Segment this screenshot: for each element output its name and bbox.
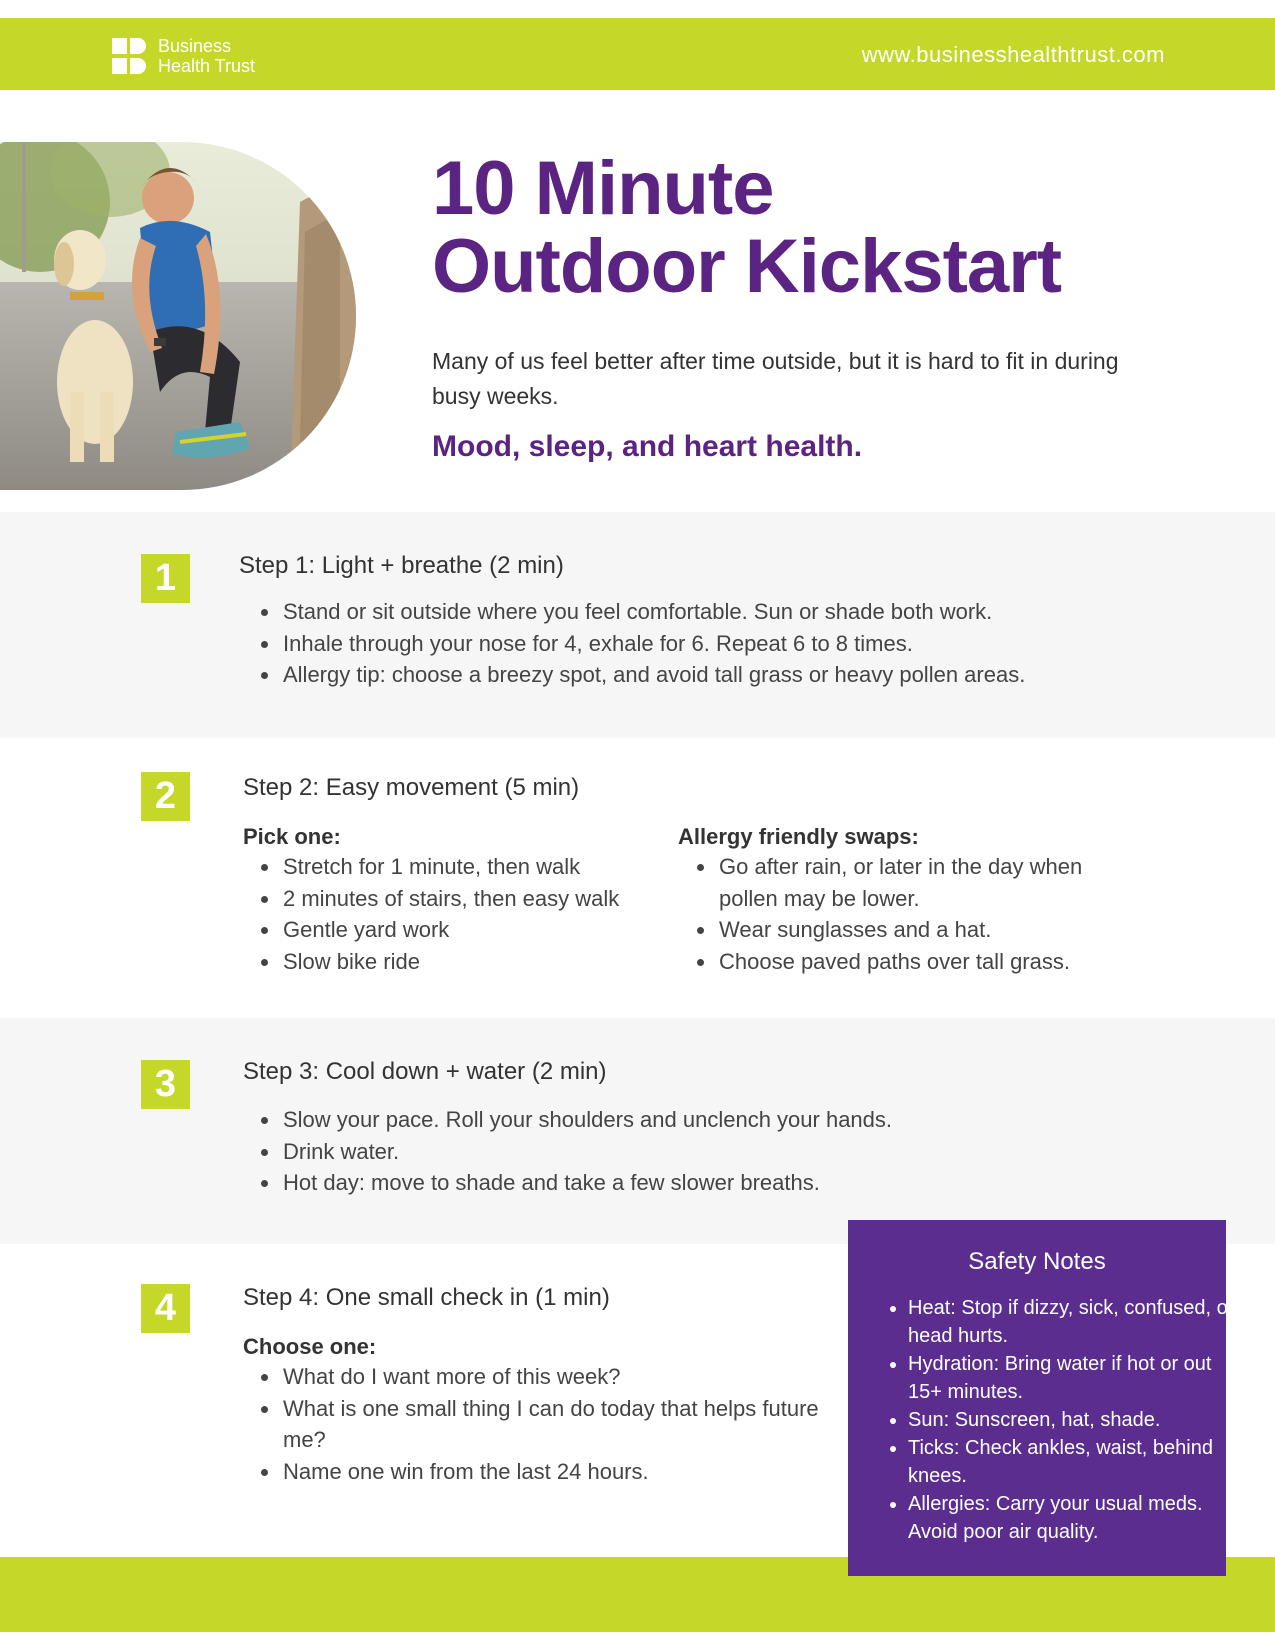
list-item: • Gentle yard work	[281, 914, 681, 946]
safety-notes-title: Safety Notes	[968, 1248, 1106, 1275]
list-item: • What do I want more of this week?	[281, 1361, 841, 1393]
step-2-section	[0, 738, 1275, 1018]
list-item: • Slow bike ride	[281, 946, 681, 978]
pick-one-list	[243, 851, 681, 977]
step-2-title: Step 2: Easy movement (5 min)	[243, 774, 580, 801]
step-1-number: 1	[141, 554, 190, 603]
runner-with-dog-image	[0, 142, 356, 490]
step-4-list	[243, 1361, 841, 1487]
step-4-title: Step 4: One small check in (1 min)	[243, 1284, 610, 1311]
list-item: • Allergy tip: choose a breezy spot, and avoid tall grass or heavy pollen areas.	[281, 659, 1025, 691]
list-item: • Hot day: move to shade and take a few slower breaths.	[281, 1167, 892, 1199]
list-item: • Sun: Sunscreen, hat, shade.	[908, 1406, 1238, 1434]
step-3-list	[243, 1104, 892, 1199]
step-1-list	[243, 596, 1025, 691]
brand-logo[interactable]	[112, 36, 255, 76]
tagline: Mood, sleep, and heart health.	[432, 430, 863, 463]
hero-photo	[0, 142, 356, 490]
header-bar	[0, 18, 1275, 90]
intro-paragraph: Many of us feel better after time outside, but it is hard to fit in during busy weeks.	[432, 348, 1119, 409]
step-4-number: 4	[141, 1284, 190, 1333]
step-1-section	[0, 512, 1275, 738]
list-item: • Wear sunglasses and a hat.	[717, 914, 1137, 946]
list-item: • Heat: Stop if dizzy, sick, confused, or head hurts.	[908, 1294, 1238, 1350]
safety-notes-list	[880, 1294, 1238, 1546]
website-link[interactable]: www.businesshealthtrust.com	[861, 42, 1165, 67]
step-3-number: 3	[141, 1060, 190, 1109]
list-item: • Hydration: Bring water if hot or out 15+ minutes.	[908, 1350, 1238, 1406]
step-1-title: Step 1: Light + breathe (2 min)	[239, 552, 564, 579]
choose-one-heading: Choose one:	[243, 1334, 377, 1359]
allergy-swaps-heading: Allergy friendly swaps:	[678, 824, 919, 849]
logo-mark-icon	[112, 38, 146, 74]
list-item: • Name one win from the last 24 hours.	[281, 1456, 841, 1488]
allergy-swaps-list	[679, 851, 1137, 977]
brand-line-1: Business	[158, 36, 232, 56]
list-item: • Inhale through your nose for 4, exhale for 6. Repeat 6 to 8 times.	[281, 628, 1025, 660]
step-2-number: 2	[141, 772, 190, 821]
list-item: • Stand or sit outside where you feel comfortable. Sun or shade both work.	[281, 596, 1025, 628]
step-3-section	[0, 1018, 1275, 1244]
brand-line-2: Health Trust	[158, 56, 256, 76]
list-item: • Choose paved paths over tall grass.	[717, 946, 1137, 978]
title-line-2: Outdoor Kickstart	[432, 224, 1062, 309]
list-item: • Go after rain, or later in the day when pollen may be lower.	[717, 851, 1137, 914]
brand-name	[158, 36, 255, 76]
list-item: • 2 minutes of stairs, then easy walk	[281, 883, 681, 915]
title-line-1: 10 Minute	[432, 146, 774, 231]
step-3-title: Step 3: Cool down + water (2 min)	[243, 1058, 607, 1085]
page-title	[432, 146, 1062, 309]
list-item: • Ticks: Check ankles, waist, behind knees.	[908, 1434, 1238, 1490]
pick-one-heading: Pick one:	[243, 824, 341, 849]
list-item: • Drink water.	[281, 1136, 892, 1168]
list-item: • Allergies: Carry your usual meds. Avoid poor air quality.	[908, 1490, 1238, 1546]
safety-notes-box	[848, 1220, 1235, 1576]
list-item: • What is one small thing I can do today that helps future me?	[281, 1393, 841, 1456]
list-item: • Stretch for 1 minute, then walk	[281, 851, 681, 883]
list-item: • Slow your pace. Roll your shoulders and unclench your hands.	[281, 1104, 892, 1136]
